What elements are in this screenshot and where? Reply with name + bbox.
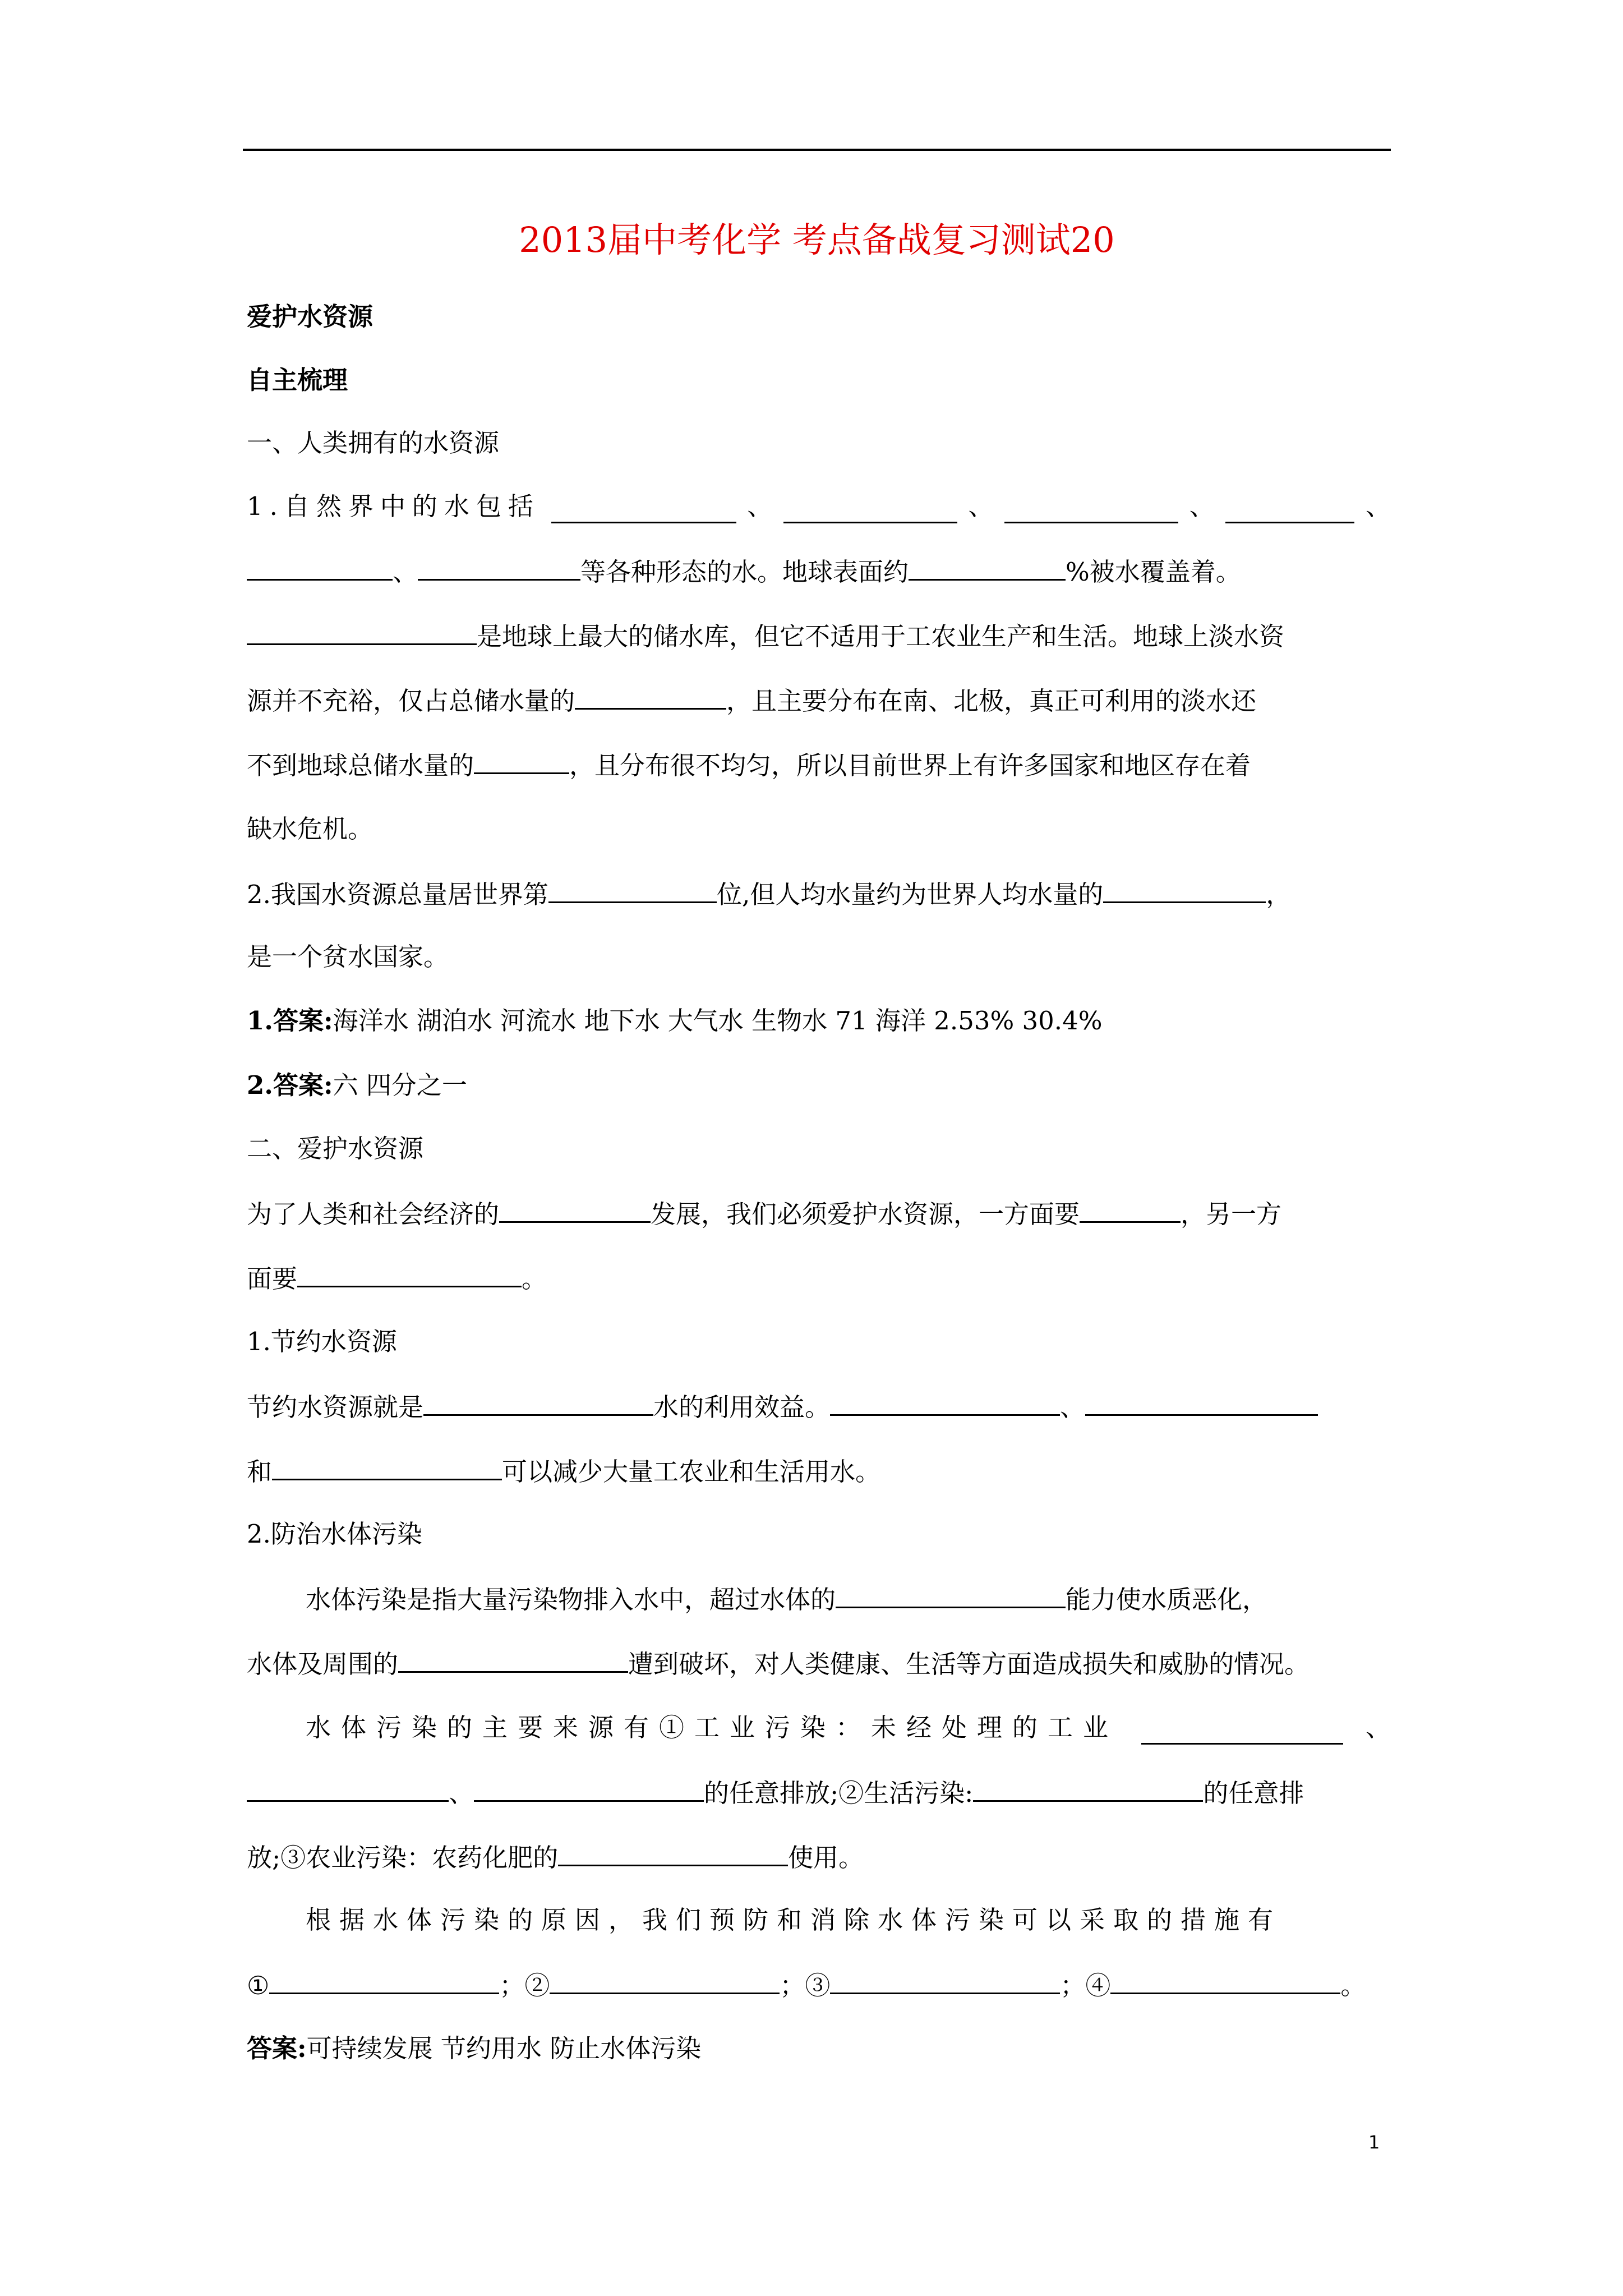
blank[interactable] (247, 619, 477, 645)
blank[interactable] (418, 554, 580, 581)
s1-heading: 1.节约水资源 (247, 1327, 397, 1356)
q1-lead: 1.自然界中的水包括 (247, 491, 540, 521)
blank[interactable] (783, 497, 957, 523)
measures-line: ① ；② ；③ ；④ 。 (247, 1968, 1391, 2003)
q1-line6: 缺水危机。 (247, 814, 374, 844)
blank[interactable] (558, 1840, 788, 1866)
q2-line2: 是一个贫水国家。 (247, 942, 449, 972)
header-rule (243, 149, 1391, 151)
sub-title: 自主梳理 (247, 365, 348, 395)
s2-line4: 、 的任意排放;②生活污染: 的任意排 (247, 1775, 1391, 1810)
q1-line4: 源并不充裕，仅占总储水量的 ，且主要分布在南、北极，真正可利用的淡水还 (247, 683, 1391, 718)
s2-line5: 放;③农业污染：农药化肥的 使用。 (247, 1840, 1391, 1875)
q2-line1: 2.我国水资源总量居世界第 位,但人均水量约为世界人均水量的 ， (247, 877, 1391, 912)
blank[interactable] (499, 1197, 651, 1223)
blank[interactable] (548, 877, 717, 903)
blank[interactable] (1103, 877, 1266, 903)
blank[interactable] (550, 1968, 780, 1994)
part1-heading: 一、人类拥有的水资源 (247, 428, 500, 458)
blank[interactable] (836, 1582, 1066, 1608)
part2-heading: 二、爱护水资源 (247, 1134, 424, 1163)
q1-line3: 是地球上最大的储水库，但它不适用于工农业生产和生活。地球上淡水资 (247, 619, 1391, 654)
blank[interactable] (398, 1646, 628, 1673)
q1-line1: 1.自然界中的水包括 、 、 、 、 (247, 490, 1391, 523)
answer-1: 1.答案:海洋水 湖泊水 河流水 地下水 大气水 生物水 71 海洋 2.53% 30.4% (247, 1006, 1103, 1036)
blank[interactable] (830, 1389, 1060, 1416)
blank[interactable] (1085, 1389, 1318, 1416)
blank[interactable] (423, 1389, 653, 1416)
blank[interactable] (247, 554, 393, 581)
blank[interactable] (297, 1261, 522, 1287)
blank[interactable] (1004, 497, 1178, 523)
page-title: 2013届中考化学 考点备战复习测试20 (519, 219, 1115, 260)
p2-line2: 面要 。 (247, 1261, 1391, 1296)
blank[interactable] (1080, 1197, 1181, 1223)
blank[interactable] (474, 1775, 704, 1802)
blank[interactable] (973, 1775, 1203, 1802)
s2-line6: 根据水体污染的原因，我们预防和消除水体污染可以采取的措施有 (306, 1905, 1282, 1935)
blank[interactable] (1141, 1718, 1343, 1745)
s2-line3: 水体污染的主要来源有①工业污染：未经处理的工业 、 (306, 1711, 1391, 1745)
blank[interactable] (1110, 1968, 1340, 1994)
q1-line2: 、 等各种形态的水。地球表面约 %被水覆盖着。 (247, 554, 1391, 589)
s1-line1: 节约水资源就是 水的利用效益。 、 (247, 1389, 1391, 1424)
blank[interactable] (575, 683, 726, 710)
answer-part2: 答案:可持续发展 节约用水 防止水体污染 (247, 2033, 702, 2063)
blank[interactable] (1225, 497, 1354, 523)
blank[interactable] (830, 1968, 1060, 1994)
q1-line5: 不到地球总储水量的 ，且分布很不均匀，所以目前世界上有许多国家和地区存在着 (247, 748, 1391, 783)
p2-line1: 为了人类和社会经济的 发展，我们必须爱护水资源，一方面要 ，另一方 (247, 1197, 1391, 1231)
blank[interactable] (909, 554, 1066, 581)
section-title: 爱护水资源 (247, 302, 374, 332)
blank[interactable] (269, 1968, 499, 1994)
s2-line2: 水体及周围的 遭到破坏，对人类健康、生活等方面造成损失和威胁的情况。 (247, 1646, 1391, 1681)
answer-2: 2.答案:六 四分之一 (247, 1070, 467, 1100)
s1-line2: 和 可以减少大量工农业和生活用水。 (247, 1454, 1391, 1489)
s2-heading: 2.防治水体污染 (247, 1519, 422, 1549)
blank[interactable] (247, 1775, 449, 1802)
blank[interactable] (551, 497, 736, 523)
blank[interactable] (474, 748, 569, 774)
s2-line1: 水体污染是指大量污染物排入水中，超过水体的 能力使水质恶化， (306, 1582, 1391, 1617)
page-number: 1 (1368, 2132, 1380, 2153)
blank[interactable] (272, 1454, 502, 1480)
